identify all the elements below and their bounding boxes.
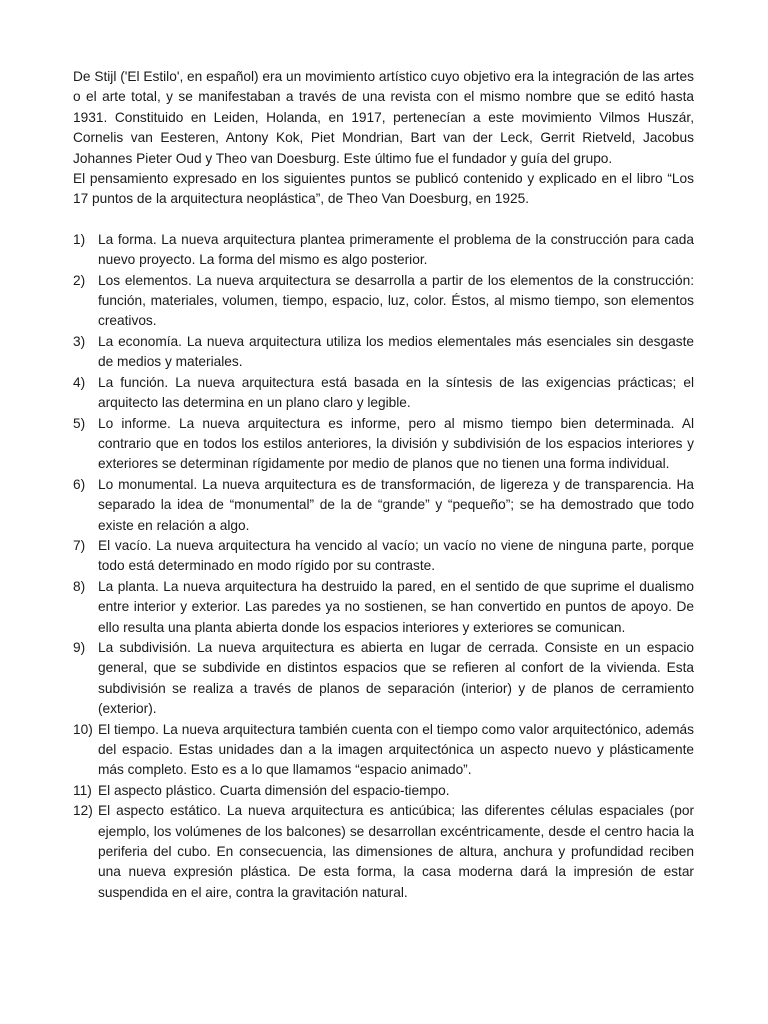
list-item bbox=[73, 638, 694, 720]
list-item bbox=[73, 271, 694, 332]
item-number: 10) bbox=[73, 721, 93, 737]
intro-paragraph-2: El pensamiento expresado en los siguientes puntos se publicó contenido y explicado en el libro “Los 17 puntos de la arquitectura neoplástica”, de Theo Van Doesburg, en 1925. bbox=[73, 171, 694, 207]
item-text: El tiempo. La nueva arquitectura también cuenta con el tiempo como valor arquitectónico, además del espacio. Estas unidades dan a la imagen arquitectónica un aspecto nuevo y plásticamente más completo. Esto es a lo que llamamos “espacio animado”. bbox=[98, 721, 694, 778]
item-number: 1) bbox=[73, 231, 86, 247]
item-number: 3) bbox=[73, 333, 86, 349]
item-text: El aspecto estático. La nueva arquitectura es anticúbica; las diferentes células espaciales (por ejemplo, los volúmenes de los balcones) se desarrollan excéntricamente, desde el centro hacia la periferia del cubo. En consecuencia, las dimensiones de altura, anchura y profundidad reciben una nueva expresión plástica. De esta forma, la casa moderna dará la impresión de estar suspendida en el aire, contra la gravitación natural. bbox=[98, 803, 694, 900]
item-text: El aspecto plástico. Cuarta dimensión del espacio-tiempo. bbox=[98, 782, 450, 798]
item-number: 6) bbox=[73, 476, 86, 492]
document-page bbox=[73, 67, 694, 903]
list-item bbox=[73, 801, 694, 903]
list-item bbox=[73, 720, 694, 781]
item-number: 2) bbox=[73, 272, 86, 288]
item-text: El vacío. La nueva arquitectura ha vencido al vacío; un vacío no viene de ninguna parte, porque todo está determinado en modo rígido por su contraste. bbox=[98, 537, 694, 574]
item-text: La subdivisión. La nueva arquitectura es abierta en lugar de cerrada. Consiste en un espacio general, que se subdivide en distintos espacios que se refieren al confort de la vivienda. Esta subdivisión se realiza a través de planos de separación (interior) y de planos de cerramiento (exterior). bbox=[98, 639, 694, 717]
list-item bbox=[73, 536, 694, 577]
list-item bbox=[73, 230, 694, 271]
item-text: La planta. La nueva arquitectura ha destruido la pared, en el sentido de que suprime el dualismo entre interior y exterior. Las paredes ya no sostienen, se han convertido en puntos de apoyo. De ello resulta una planta abierta donde los espacios interiores y exteriores se comunican. bbox=[98, 578, 694, 635]
item-number: 8) bbox=[73, 578, 86, 594]
points-list bbox=[73, 230, 694, 903]
item-text: Los elementos. La nueva arquitectura se desarrolla a partir de los elementos de la construcción: función, materiales, volumen, tiempo, espacio, luz, color. Éstos, al mismo tiempo, son elementos creativos. bbox=[98, 272, 694, 329]
list-item bbox=[73, 577, 694, 638]
item-text: Lo monumental. La nueva arquitectura es de transformación, de ligereza y de transparencia. Ha separado la idea de “monumental” de la de “grande” y “pequeño”; se ha demostrado que todo existe en relación a algo. bbox=[98, 476, 694, 533]
item-number: 12) bbox=[73, 803, 93, 819]
list-item bbox=[73, 781, 694, 801]
list-item bbox=[73, 414, 694, 475]
list-item bbox=[73, 475, 694, 536]
intro-paragraph-1: De Stijl ('El Estilo', en español) era un movimiento artístico cuyo objetivo era la integración de las artes o el arte total, y se manifestaban a través de una revista con el mismo nombre que se editó hasta 1931. Constituido en Leiden, Holanda, en 1917, pertenecían a este movimiento Vilmos Huszár, Cornelis van Eesteren, Antony Kok, Piet Mondrian, Bart van der Leck, Gerrit Rietveld, Jacobus Johannes Pieter Oud y Theo van Doesburg. Este último fue el fundador y guía del grupo. bbox=[73, 69, 694, 166]
item-number: 4) bbox=[73, 374, 86, 390]
item-number: 9) bbox=[73, 639, 86, 655]
item-number: 7) bbox=[73, 537, 86, 553]
list-item bbox=[73, 373, 694, 414]
item-number: 5) bbox=[73, 415, 86, 431]
item-text: La forma. La nueva arquitectura plantea primeramente el problema de la construcción para cada nuevo proyecto. La forma del mismo es algo posterior. bbox=[98, 231, 694, 268]
item-number: 11) bbox=[73, 782, 92, 798]
item-text: La economía. La nueva arquitectura utiliza los medios elementales más esenciales sin desgaste de medios y materiales. bbox=[98, 333, 694, 370]
item-text: La función. La nueva arquitectura está basada en la síntesis de las exigencias prácticas; el arquitecto las determina en un plano claro y legible. bbox=[98, 374, 694, 411]
list-item bbox=[73, 332, 694, 373]
item-text: Lo informe. La nueva arquitectura es informe, pero al mismo tiempo bien determinada. Al contrario que en todos los estilos anteriores, la división y subdivisión de los espacios interiores y exteriores se determinan rígidamente por medio de planos que no tienen una forma individual. bbox=[98, 415, 694, 472]
